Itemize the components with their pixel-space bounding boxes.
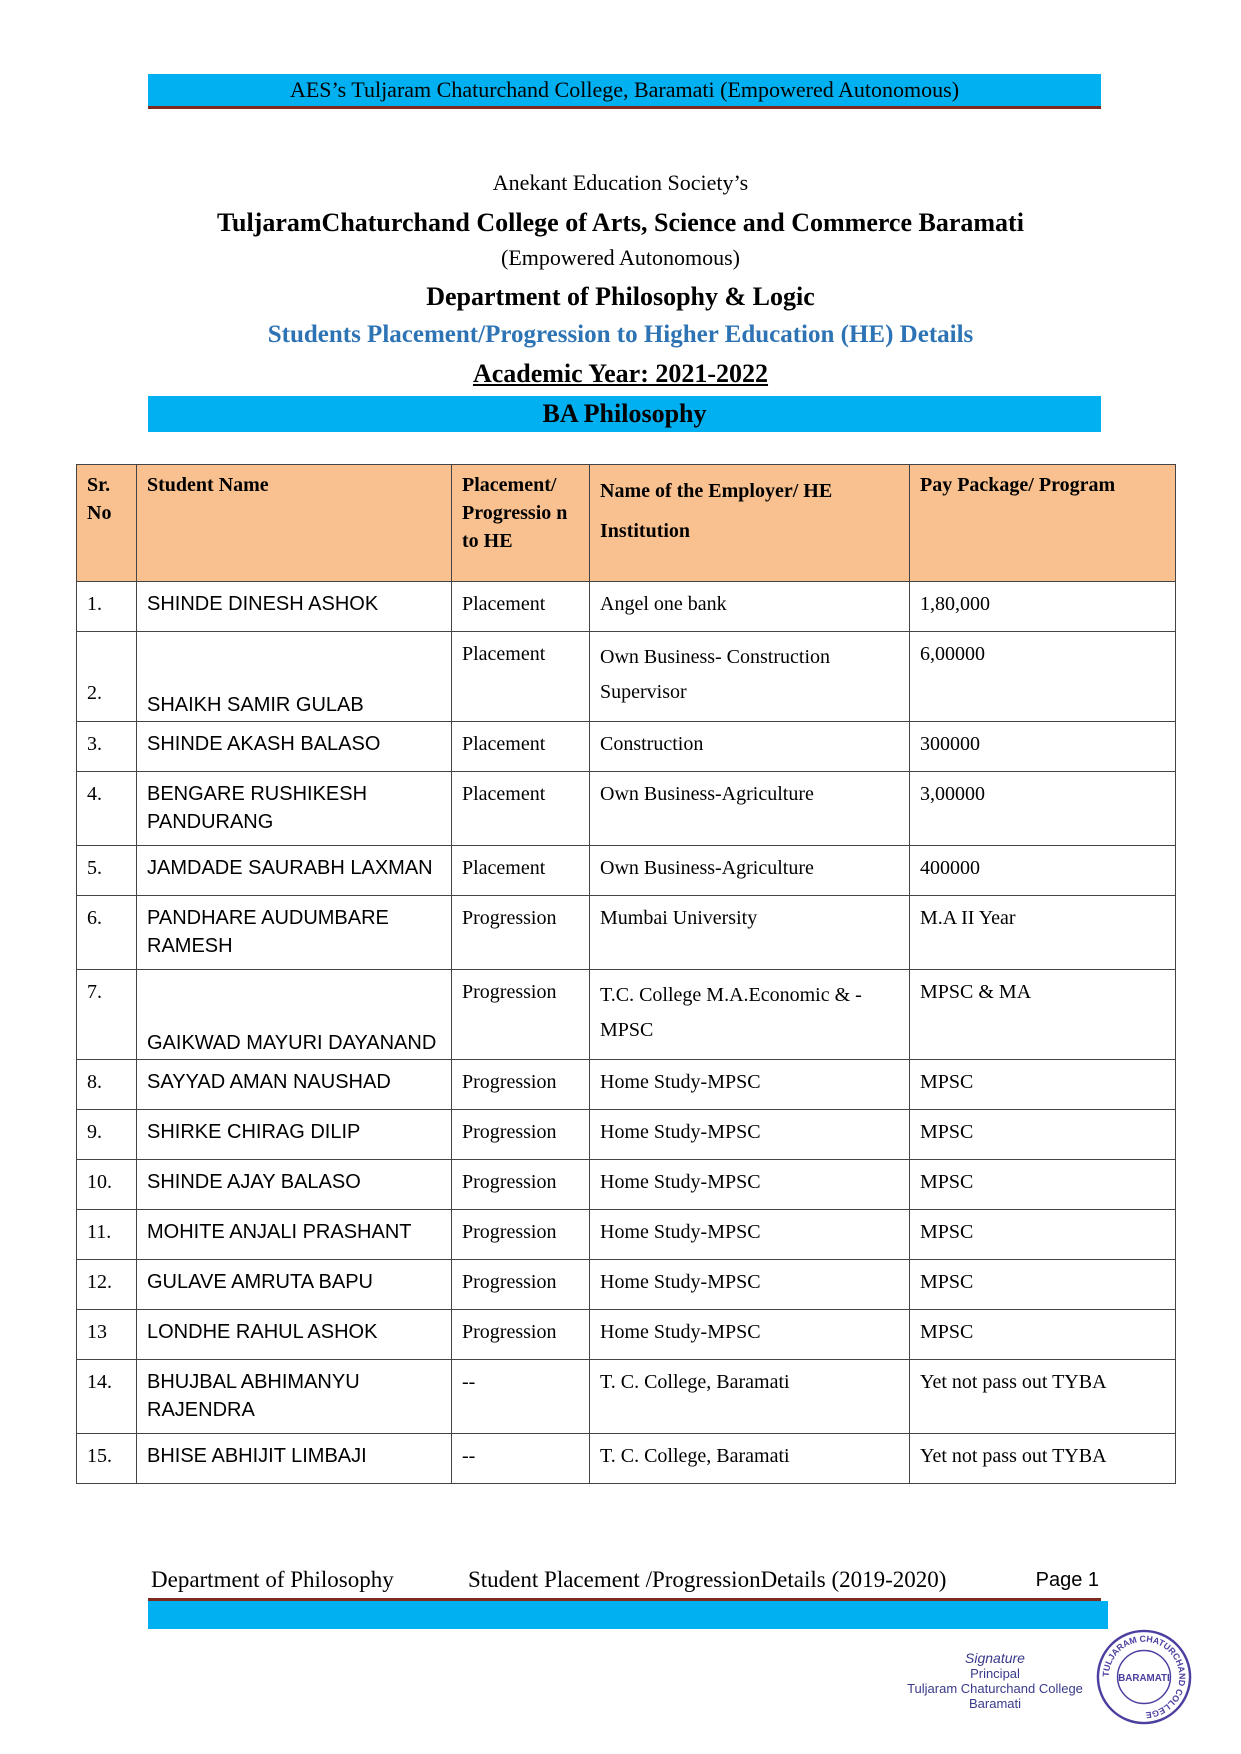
table-row <box>77 896 1176 970</box>
pay-package: 3,00000 <box>910 772 1176 846</box>
pay-package: MPSC <box>910 1060 1176 1110</box>
pay-package: MPSC <box>910 1160 1176 1210</box>
signature-mark: Signature <box>965 1650 1025 1666</box>
student-name: BHISE ABHIJIT LIMBAJI <box>137 1434 452 1484</box>
signature-college: Tuljaram Chaturchand College <box>907 1681 1083 1696</box>
placement-type: Progression <box>452 1210 590 1260</box>
header-placement: Placement/ Progressio n to HE <box>452 465 590 582</box>
placement-type: Progression <box>452 1160 590 1210</box>
autonomous-status: (Empowered Autonomous) <box>501 245 740 270</box>
table-row <box>77 1160 1176 1210</box>
employer: Home Study-MPSC <box>590 1060 910 1110</box>
sr-no: 4. <box>77 772 137 846</box>
sr-no: 13 <box>77 1310 137 1360</box>
table-row <box>77 970 1176 1060</box>
placement-type: Progression <box>452 1260 590 1310</box>
student-name: MOHITE ANJALI PRASHANT <box>137 1210 452 1260</box>
table-row <box>77 1110 1176 1160</box>
pay-package: MPSC <box>910 1110 1176 1160</box>
header-band: AES’s Tuljaram Chaturchand College, Baramati (Empowered Autonomous) <box>148 74 1101 109</box>
placement-type: Placement <box>452 722 590 772</box>
pay-package: 1,80,000 <box>910 582 1176 632</box>
college-name: TuljaramChaturchand College of Arts, Science and Commerce Baramati <box>217 208 1024 237</box>
sr-no: 15. <box>77 1434 137 1484</box>
placement-type: -- <box>452 1434 590 1484</box>
student-name: BHUJBAL ABHIMANYU RAJENDRA <box>137 1360 452 1434</box>
pay-package: 400000 <box>910 846 1176 896</box>
header-employer: Name of the Employer/ HE Institution <box>590 465 910 582</box>
student-name: PANDHARE AUDUMBARE RAMESH <box>137 896 452 970</box>
placement-table <box>76 464 1176 1484</box>
placement-type: Progression <box>452 896 590 970</box>
table-row <box>77 632 1176 722</box>
table-row <box>77 582 1176 632</box>
employer: Own Business-Agriculture <box>590 846 910 896</box>
sr-no: 3. <box>77 722 137 772</box>
employer: Home Study-MPSC <box>590 1110 910 1160</box>
seal-ring-text: TULJARAM CHATURCHAND COLLEGE <box>1100 1633 1188 1721</box>
student-name: SHINDE DINESH ASHOK <box>137 582 452 632</box>
header-sr-no: Sr. No <box>77 465 137 582</box>
sr-no: 12. <box>77 1260 137 1310</box>
employer: T. C. College, Baramati <box>590 1434 910 1484</box>
pay-package: MPSC <box>910 1210 1176 1260</box>
academic-year: Academic Year: 2021-2022 <box>472 359 769 388</box>
sr-no: 2. <box>77 632 137 722</box>
table-row <box>77 722 1176 772</box>
signature-place: Baramati <box>968 1696 1022 1711</box>
table-header-row <box>77 465 1176 582</box>
employer: T.C. College M.A.Economic & -MPSC <box>590 970 910 1060</box>
sr-no: 7. <box>77 970 137 1060</box>
sr-no: 1. <box>77 582 137 632</box>
footer-title: Student Placement /ProgressionDetails (2019-2020) <box>468 1567 947 1592</box>
placement-type: Progression <box>452 970 590 1060</box>
pay-package: 300000 <box>910 722 1176 772</box>
employer: Home Study-MPSC <box>590 1310 910 1360</box>
placement-type: -- <box>452 1360 590 1434</box>
pay-package: Yet not pass out TYBA <box>910 1434 1176 1484</box>
placement-type: Progression <box>452 1310 590 1360</box>
student-name: LONDHE RAHUL ASHOK <box>137 1310 452 1360</box>
sr-no: 6. <box>77 896 137 970</box>
employer: Angel one bank <box>590 582 910 632</box>
table-row <box>77 1434 1176 1484</box>
program-band: BA Philosophy <box>148 396 1101 432</box>
document-subtitle: Students Placement/Progression to Higher Education (HE) Details <box>267 321 974 348</box>
pay-package: M.A II Year <box>910 896 1176 970</box>
pay-package: MPSC <box>910 1310 1176 1360</box>
footer-band <box>148 1601 1108 1629</box>
placement-type: Progression <box>452 1060 590 1110</box>
employer: Home Study-MPSC <box>590 1260 910 1310</box>
table-row <box>77 1210 1176 1260</box>
principal-signature <box>905 1650 1085 1711</box>
page-number: Page 1 <box>1035 1569 1099 1591</box>
student-name: BENGARE RUSHIKESH PANDURANG <box>137 772 452 846</box>
employer: Home Study-MPSC <box>590 1160 910 1210</box>
header-pay-package: Pay Package/ Program <box>910 465 1176 582</box>
pay-package: MPSC <box>910 1260 1176 1310</box>
student-name: SHINDE AJAY BALASO <box>137 1160 452 1210</box>
table-row <box>77 772 1176 846</box>
employer: Construction <box>590 722 910 772</box>
signature-title: Principal <box>970 1666 1020 1681</box>
sr-no: 8. <box>77 1060 137 1110</box>
header-student-name: Student Name <box>137 465 452 582</box>
employer: T. C. College, Baramati <box>590 1360 910 1434</box>
pay-package: Yet not pass out TYBA <box>910 1360 1176 1434</box>
employer: Mumbai University <box>590 896 910 970</box>
student-name: SHINDE AKASH BALASO <box>137 722 452 772</box>
placement-type: Placement <box>452 582 590 632</box>
student-name: GAIKWAD MAYURI DAYANAND <box>137 970 452 1060</box>
footer-department: Department of Philosophy <box>151 1567 394 1592</box>
table-row <box>77 1360 1176 1434</box>
college-seal-icon <box>1095 1628 1193 1726</box>
seal-center-text: BARAMATI <box>1118 1672 1170 1684</box>
student-name: GULAVE AMRUTA BAPU <box>137 1260 452 1310</box>
society-name: Anekant Education Society’s <box>492 170 749 195</box>
sr-no: 10. <box>77 1160 137 1210</box>
table-row <box>77 1310 1176 1360</box>
table-row <box>77 1260 1176 1310</box>
sr-no: 9. <box>77 1110 137 1160</box>
student-name: SHIRKE CHIRAG DILIP <box>137 1110 452 1160</box>
placement-type: Placement <box>452 772 590 846</box>
sr-no: 14. <box>77 1360 137 1434</box>
employer: Own Business- Construction Supervisor <box>590 632 910 722</box>
sr-no: 11. <box>77 1210 137 1260</box>
table-row <box>77 846 1176 896</box>
student-name: JAMDADE SAURABH LAXMAN <box>137 846 452 896</box>
student-name: SHAIKH SAMIR GULAB <box>137 632 452 722</box>
page-footer <box>148 1562 1101 1601</box>
placement-type: Placement <box>452 846 590 896</box>
employer: Home Study-MPSC <box>590 1210 910 1260</box>
sr-no: 5. <box>77 846 137 896</box>
pay-package: 6,00000 <box>910 632 1176 722</box>
table-row <box>77 1060 1176 1110</box>
pay-package: MPSC & MA <box>910 970 1176 1060</box>
placement-type: Placement <box>452 632 590 722</box>
employer: Own Business-Agriculture <box>590 772 910 846</box>
student-name: SAYYAD AMAN NAUSHAD <box>137 1060 452 1110</box>
placement-type: Progression <box>452 1110 590 1160</box>
department-title: Department of Philosophy & Logic <box>426 282 815 311</box>
